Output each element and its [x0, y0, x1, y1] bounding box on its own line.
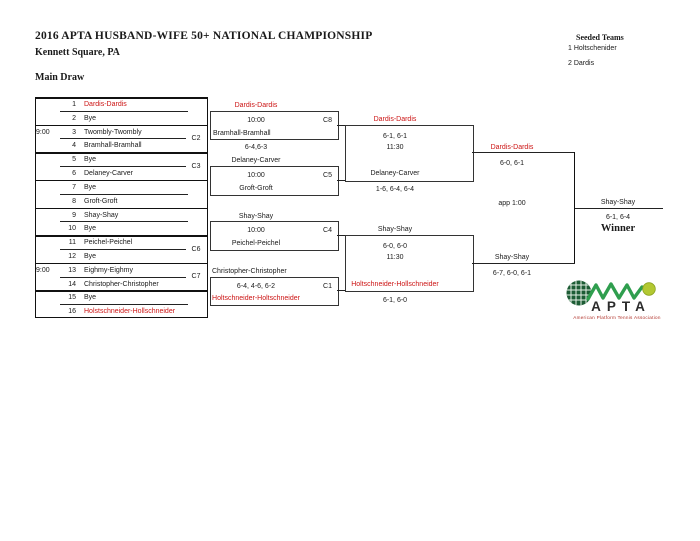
entry-number: 8	[72, 197, 76, 205]
court-label: C7	[186, 271, 206, 282]
entry-number: 5	[72, 156, 76, 164]
paddle-icon	[566, 280, 592, 306]
court-label: C3	[186, 161, 206, 172]
match-score: 6-0, 6-0	[382, 243, 408, 251]
entry-name: Delaney-Carver	[84, 170, 134, 178]
entry-number: 7	[72, 183, 76, 191]
seed-name: Holtschenider	[573, 45, 617, 52]
match-time: 11:30	[386, 143, 404, 151]
court-label: C4	[323, 227, 332, 235]
logo-wordmark: APTA	[591, 299, 651, 314]
bracket-line	[337, 180, 345, 181]
entry-line	[60, 304, 188, 305]
entry-number: 10	[68, 225, 76, 233]
entry-number: 13	[68, 266, 76, 274]
match-score: 6-7, 6-0, 6-1	[492, 269, 532, 277]
entry-name: Bramhall-Bramhall	[84, 142, 142, 150]
court-label: C1	[323, 282, 332, 290]
entry-name: Bye	[84, 183, 97, 191]
seeded-team-2	[568, 58, 594, 69]
court-label: C8	[323, 116, 332, 124]
advancing-team: Delaney-Carver	[370, 170, 420, 178]
entry-number: 16	[68, 308, 76, 316]
entry-name: Peichel-Peichel	[84, 239, 133, 247]
apta-logo	[563, 278, 671, 327]
entry-line	[60, 138, 188, 139]
match-time: 9:00	[36, 266, 50, 274]
advancing-team: Dardis-Dardis	[234, 102, 278, 109]
entry-number: 1	[72, 101, 76, 108]
entry-line	[60, 249, 188, 250]
advancing-team: Shay-Shay	[238, 212, 274, 220]
advancing-team: Shay-Shay	[494, 254, 530, 261]
entry-line	[60, 111, 188, 112]
entry-name: Christopher-Christopher	[84, 280, 159, 288]
entry-line	[60, 166, 188, 167]
entry-name: Bye	[84, 252, 97, 260]
match-time: 10:00	[247, 172, 265, 180]
advancing-team: Holtschneider-Holtschneider	[212, 295, 300, 303]
match-time: 9:00	[36, 128, 50, 136]
advancing-team: Dardis-Dardis	[373, 115, 417, 123]
match-time: 10:00	[247, 116, 265, 124]
winner-name: Shay-Shay	[600, 198, 636, 206]
match-score: 6-4,6-3	[244, 144, 268, 151]
entry-number: 9	[72, 211, 76, 219]
match-score: 6-0, 6-1	[499, 159, 525, 167]
advancing-team: Dardis-Dardis	[490, 143, 534, 151]
match-time: 11:30	[386, 254, 404, 262]
match-score: 6-1, 6-1	[382, 132, 408, 140]
match-score: 6-4, 4-6, 6-2	[236, 282, 276, 290]
entry-number: 3	[72, 128, 76, 136]
draw-title: Main Draw	[35, 72, 85, 83]
match-time: app 1:00	[498, 199, 526, 207]
entry-name: Groft-Groft	[84, 197, 118, 205]
bracket-line	[337, 235, 345, 236]
advancing-team: Holtschneider-Hollschneider	[351, 280, 439, 288]
match-time: 10:00	[247, 227, 265, 235]
winner-label: Winner	[600, 222, 636, 234]
advancing-team: Peichel-Peichel	[231, 240, 281, 248]
match-score: 6-1, 6-0	[382, 296, 408, 304]
logo-tagline: American Platform Tennis Association	[573, 315, 661, 320]
match-score: 1-6, 6-4, 6-4	[375, 186, 415, 193]
advancing-team: Bramhall-Bramhall	[213, 129, 271, 137]
entry-name: Bye	[84, 156, 97, 164]
entry-number: 2	[72, 114, 76, 122]
entry-line	[60, 221, 188, 222]
court-label: C2	[186, 133, 206, 144]
advancing-team: Shay-Shay	[377, 226, 413, 234]
court-label: C5	[323, 172, 332, 180]
seed-number: 1	[568, 45, 572, 52]
seeded-teams-heading: Seeded Teams	[576, 33, 624, 42]
seed-name: Dardis	[573, 60, 595, 67]
ball-icon	[643, 283, 656, 296]
entry-name: Bye	[84, 225, 97, 233]
advancing-team: Groft-Groft	[239, 184, 273, 192]
entry-number: 15	[68, 294, 76, 302]
entry-name: Holstschneider-Hollschneider	[84, 308, 176, 316]
seed-number: 2	[568, 60, 572, 67]
seeded-team-1	[568, 43, 617, 54]
entry-number: 4	[72, 142, 76, 150]
entry-name: Bye	[84, 294, 97, 302]
entry-line	[60, 194, 188, 195]
entry-line	[60, 277, 188, 278]
bracket-line	[337, 290, 345, 291]
entry-name: Eighmy-Eighmy	[84, 266, 134, 274]
tournament-title: 2016 APTA HUSBAND-WIFE 50+ NATIONAL CHAMPIONSHIP	[35, 30, 373, 42]
entry-name: Shay-Shay	[84, 211, 119, 219]
tournament-location: Kennett Square, PA	[35, 47, 120, 58]
entry-name: Dardis-Dardis	[84, 101, 127, 108]
advancing-team: Delaney-Carver	[231, 157, 281, 165]
court-label: C6	[186, 244, 206, 255]
bracket-line	[337, 125, 345, 126]
zigzag-swoosh	[588, 284, 642, 299]
advancing-team: Christopher-Christopher	[212, 267, 287, 275]
entry-number: 14	[68, 280, 76, 288]
winner-score: 6-1, 6-4	[605, 214, 631, 222]
entry-number: 6	[72, 170, 76, 178]
entry-name: Bye	[84, 114, 97, 122]
entry-number: 12	[68, 252, 76, 260]
entry-name: Twombly-Twombly	[84, 128, 142, 136]
entry-number: 11	[68, 239, 76, 247]
